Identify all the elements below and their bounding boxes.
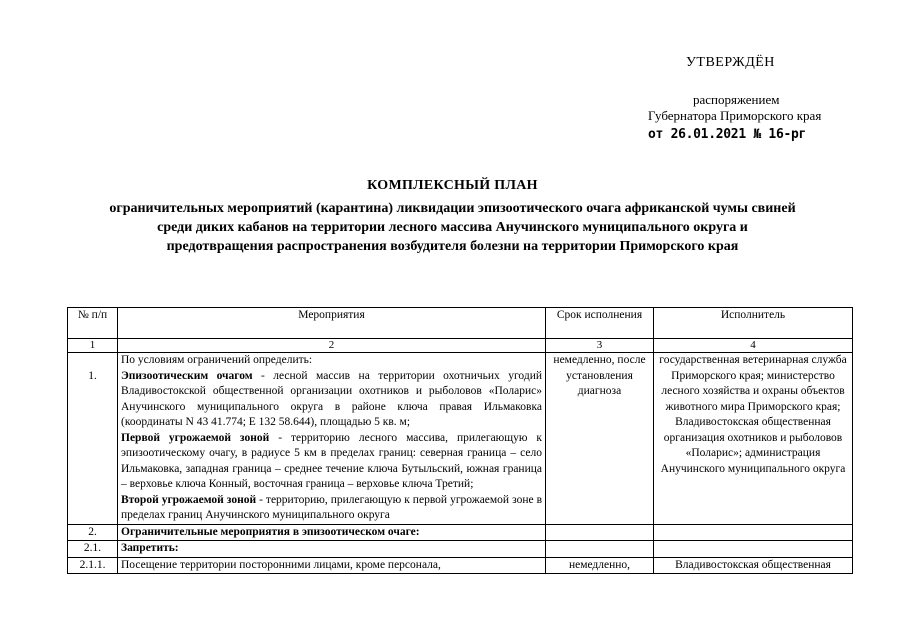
empty-cell xyxy=(654,524,853,541)
table-row xyxy=(68,353,853,525)
row-number: 2.1. xyxy=(68,541,118,558)
measure-cell: Посещение территории посторонними лицами, кроме персонала, xyxy=(118,557,546,574)
subsection-heading-text: Запретить: xyxy=(121,542,179,554)
empty-cell xyxy=(546,524,654,541)
term-bold: Эпизоотическим очагом xyxy=(121,369,253,382)
term-text: - территорию лесного массива, прилегающую к эпизоотическому очагу, в радиусе 5 км в пределах границ: северная граница – село Ильмаковка, западная граница – среднее течение ключа Бутыльский, южная граница – верховье ключа Конный, восточная граница – верховье ключа Третий; xyxy=(121,431,543,490)
measure-cell xyxy=(118,353,546,525)
table-row xyxy=(68,524,853,541)
term-text: - лесной массив на территории охотничьих угодий Владивостокской общественной организации охотников и рыболовов «Поларис» Анучинского муниципального округа в районе ключа правая Ильмаковка (координаты N 43 41.774; E 132 58.644), площадью 5 кв. м; xyxy=(121,369,542,428)
term-text: - территорию, прилегающую к первой угрожаемой зоне в пределах границ Анучинского муниципального округа xyxy=(121,493,543,521)
approval-stamp: УТВЕРЖДЁН xyxy=(686,55,775,70)
executor-cell: Владивостокская общественная xyxy=(654,557,853,574)
table-header-row xyxy=(68,308,853,339)
term-cell: немедленно, после установления диагноза xyxy=(546,353,654,525)
row-number: 2.1.1. xyxy=(68,557,118,574)
col-index: 1 xyxy=(68,339,118,353)
row-number: 2. xyxy=(68,524,118,541)
document-subtitle-line-1: ограничительных мероприятий (карантина) ликвидации эпизоотического очага африканской чумы свиней xyxy=(109,201,796,216)
row-number: 1. xyxy=(68,353,118,525)
header-term: Срок исполнения xyxy=(546,308,654,339)
document-subtitle-line-2: среди диких кабанов на территории лесного массива Анучинского муниципального округа и xyxy=(157,220,748,235)
header-executor: Исполнитель xyxy=(654,308,853,339)
empty-cell xyxy=(546,541,654,558)
measure-intro: По условиям ограничений определить: xyxy=(121,354,313,366)
empty-cell xyxy=(654,541,853,558)
date-number-line: от 26.01.2021 № 16-рг xyxy=(648,127,807,142)
executor-cell: государственная ветеринарная служба Приморского края; министерство лесного хозяйства и охраны объектов животного мира Приморского края; Владивостокская общественная организация охотников и рыболовов «Поларис»; администрация Анучинского муниципального округа xyxy=(654,353,853,525)
term-bold: Второй угрожаемой зоной xyxy=(121,493,257,506)
section-heading xyxy=(118,524,546,541)
plan-table xyxy=(67,307,853,574)
section-heading-text: Ограничительные мероприятия в эпизоотическом очаге: xyxy=(121,525,420,538)
column-index-row xyxy=(68,339,853,353)
measure-paragraph xyxy=(121,431,542,493)
table-row xyxy=(68,557,853,574)
col-index: 4 xyxy=(654,339,853,353)
subsection-heading xyxy=(118,541,546,558)
order-line: распоряжением xyxy=(693,92,780,107)
col-index: 3 xyxy=(546,339,654,353)
governor-line: Губернатора Приморского края xyxy=(648,108,822,123)
header-measures: Мероприятия xyxy=(118,308,546,339)
measure-paragraph xyxy=(121,369,542,431)
header-num: № п/п xyxy=(68,308,118,339)
col-index: 2 xyxy=(118,339,546,353)
measure-paragraph xyxy=(121,493,542,524)
term-bold: Первой угрожаемой зоной xyxy=(121,431,270,444)
term-cell: немедленно, xyxy=(546,557,654,574)
document-subtitle-line-3: предотвращения распространения возбудителя болезни на территории Приморского края xyxy=(166,239,739,254)
table-row xyxy=(68,541,853,558)
document-title: КОМПЛЕКСНЫЙ ПЛАН xyxy=(367,178,538,193)
